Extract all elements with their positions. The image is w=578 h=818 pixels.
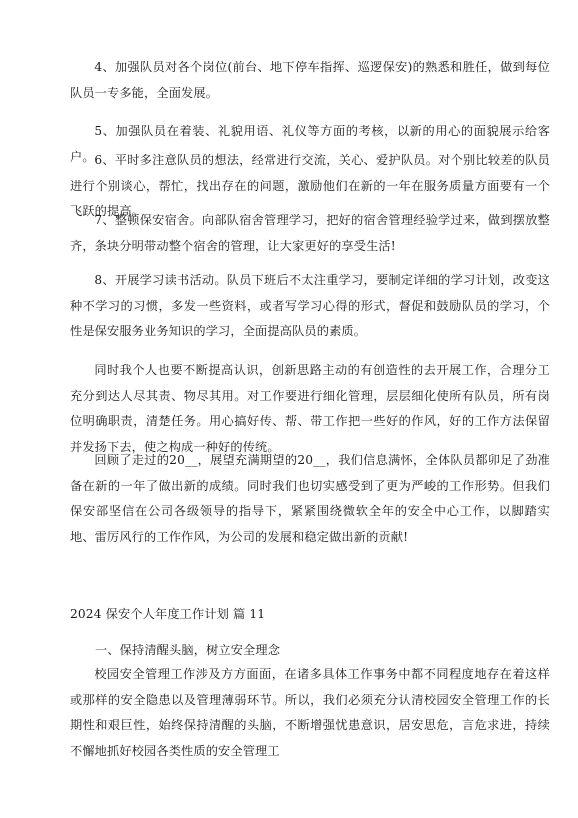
paragraph-campus-safety: 校园安全管理工作涉及方方面面，在诸多具体工作事务中都不同程度地存在着这样或那样的安全隐患以及管理薄弱环节。所以，我们必须充分认清校园安全管理工作的长期性和艰巨性，始终保持清醒的头脑，不断增强忧患意识，居安思危，言危求进，持续不懈地抓好校园各类性质的安全管理工 — [70, 667, 550, 758]
paragraph-item-6: 6、平时多注意队员的想法，经常进行交流，关心、爱护队员。对个别比较差的队员进行个别谈心，帮忙，找出存在的问题，激励他们在新的一年在服务质量方面要有一个飞跃的提高。 — [70, 153, 550, 218]
paragraph-item-8: 8、开展学习读书活动。队员下班后不太注重学习，要制定详细的学习计划，改变这种不学习的习惯，多发一些资料，或者写学习心得的形式，督促和鼓励队员的学习，个性是保安服务业务知识的学习，全面提高队员的素质。 — [70, 273, 550, 338]
sub-heading: 一、保持清醒头脑，树立安全理念 — [95, 643, 281, 657]
paragraph-review: 回顾了走过的20__，展望充满期望的20__，我们信息满怀，全体队员都卯足了劲准备在新的一年了做出新的成绩。同时我们也切实感受到了更为严峻的工作形势。但我们保安部坚信在公司各级领导的指导下，紧紧围绕微软全年的安全中心工作，以脚踏实地、雷厉风行的工作作风，为公司的发展和稳定做出新的贡献! — [70, 453, 550, 544]
paragraph-self-improvement: 同时我个人也要不断提高认识，创新思路主动的有创造性的去开展工作，合理分工充分到达人尽其责、物尽其用。对工作要进行细化管理，层层细化使所有队员，所有岗位明确职责，清楚任务。用心搞好传、帮、带工作把一些好的作风，好的工作方法保留并发扬下去，使之构成一种好的传统。 — [70, 363, 550, 454]
section-title: 2024 保安个人年度工作计划 篇 11 — [70, 607, 266, 621]
paragraph-item-4: 4、加强队员对各个岗位(前台、地下停车指挥、巡逻保安)的熟悉和胜任，做到每位队员一专多能，全面发展。 — [70, 60, 550, 100]
paragraph-item-5: 5、加强队员在着装、礼貌用语、礼仪等方面的考核，以新的用心的面貌展示给客户。 — [70, 124, 550, 164]
paragraph-item-7: 7、整顿保安宿舍。向部队宿舍管理学习，把好的宿舍管理经验学过来，做到摆放整齐，条块分明带动整个宿舍的管理，让大家更好的享受生活! — [70, 213, 550, 253]
